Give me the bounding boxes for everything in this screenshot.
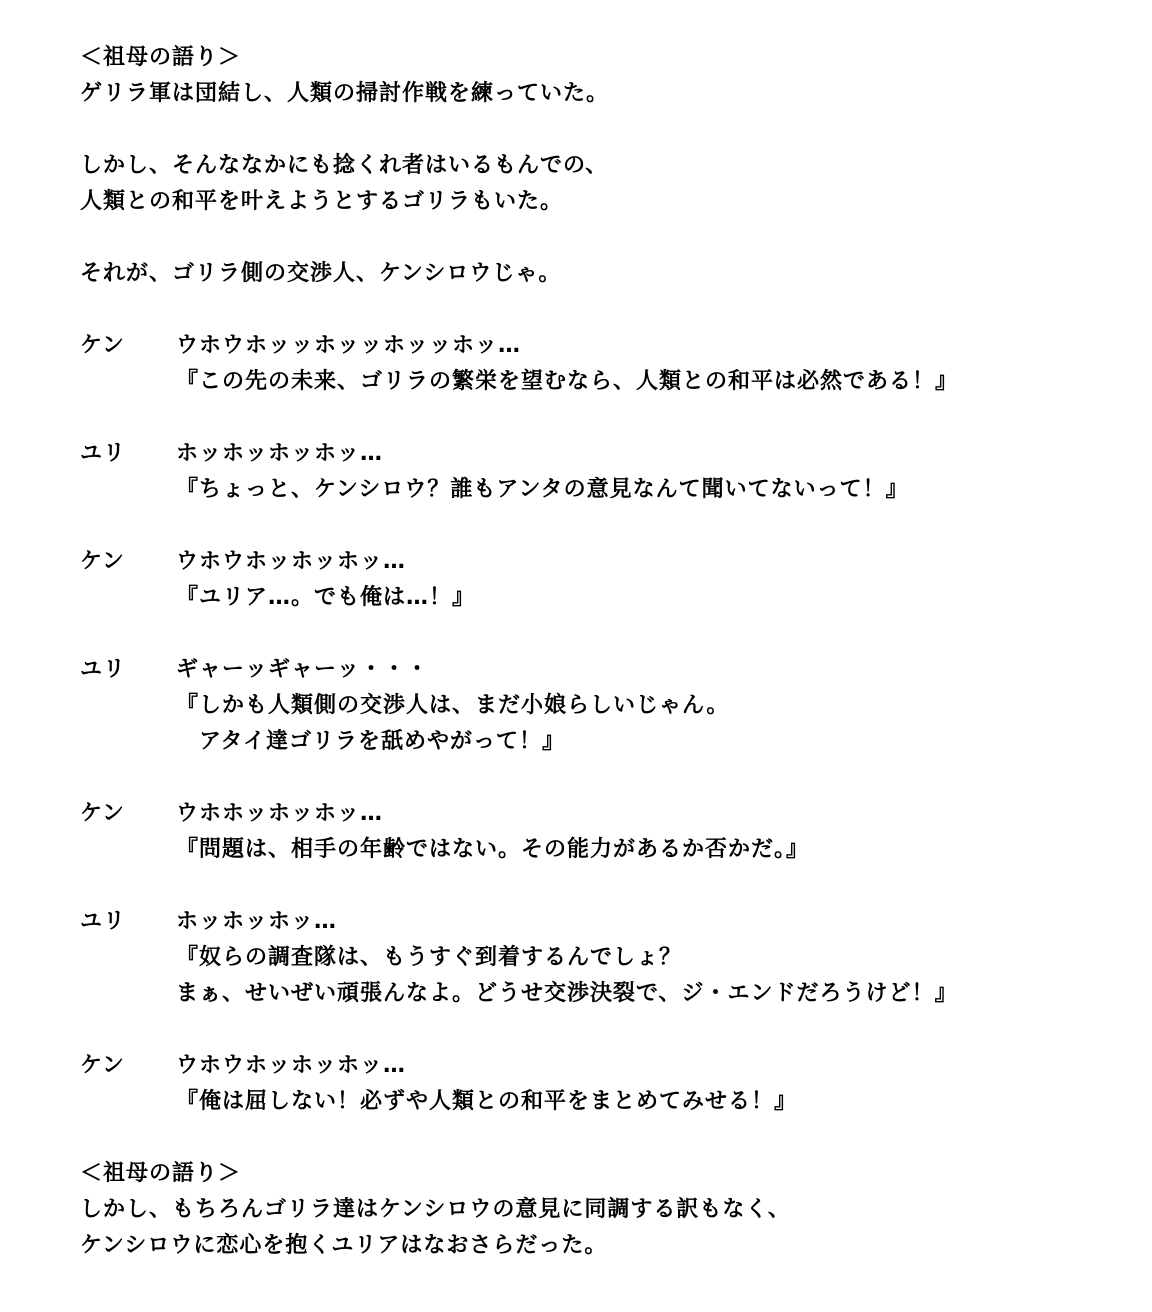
blank-line	[80, 760, 1120, 796]
speaker-name: ケン	[80, 549, 125, 574]
dialogue-line: ホッホッホッ…	[176, 909, 338, 934]
dialogue-block	[80, 652, 1120, 760]
blank-line	[80, 220, 1120, 256]
blank-line	[80, 400, 1120, 436]
dialogue-lines	[176, 436, 1120, 508]
narration-line: ケンシロウに恋心を抱くユリアはなおさらだった。	[80, 1233, 608, 1258]
dialogue-line: ウホウホッホッホッ…	[176, 1053, 407, 1078]
dialogue-block	[80, 904, 1120, 1012]
dialogue-line: アタイ達ゴリラを舐めやがって！』	[176, 729, 566, 754]
dialogue-block	[80, 328, 1120, 400]
dialogue-line: ギャーッギャーッ・・・	[176, 657, 430, 682]
dialogue-line: ウホウホッホッホッ…	[176, 549, 407, 574]
dialogue-line: ウホホッホッホッ…	[176, 801, 384, 826]
speaker-name: ケン	[80, 333, 125, 358]
blank-line	[80, 292, 1120, 328]
dialogue-line: 『ちょっと、ケンシロウ？誰もアンタの意見なんて聞いてないって！』	[176, 477, 909, 502]
dialogue-lines	[176, 1048, 1120, 1120]
dialogue-line: 『しかも人類側の交渉人は、まだ小娘らしいじゃん。	[176, 693, 730, 718]
dialogue-lines	[176, 796, 1120, 868]
dialogue-line: 『ユリア…。でも俺は…！』	[176, 585, 476, 610]
blank-line	[80, 616, 1120, 652]
speaker-name: ケン	[80, 801, 125, 826]
dialogue-block	[80, 796, 1120, 868]
narration-line: それが、ゴリラ側の交渉人、ケンシロウじゃ。	[80, 261, 562, 286]
narration-line: しかし、そんななかにも捻くれ者はいるもんでの、	[80, 153, 609, 178]
narration-heading: ＜祖母の語り＞	[80, 1161, 242, 1186]
dialogue-lines	[176, 544, 1120, 616]
dialogue-lines	[176, 328, 1120, 400]
dialogue-block	[80, 1048, 1120, 1120]
dialogue-block	[80, 544, 1120, 616]
blank-line	[80, 868, 1120, 904]
speaker-name: ケン	[80, 1053, 125, 1078]
blank-line	[80, 112, 1120, 148]
dialogue-line: ホッホッホッホッ…	[176, 441, 384, 466]
narration-heading: ＜祖母の語り＞	[80, 45, 242, 70]
script-document	[80, 40, 1120, 1264]
dialogue-block	[80, 436, 1120, 508]
blank-line	[80, 1120, 1120, 1156]
dialogue-line: 『奴らの調査隊は、もうすぐ到着するんでしょ？	[176, 945, 683, 970]
dialogue-lines	[176, 652, 1120, 760]
dialogue-line: まぁ、せいぜい頑張んなよ。どうせ交渉決裂で、ジ・エンドだろうけど！』	[176, 981, 958, 1006]
dialogue-line: 『この先の未来、ゴリラの繁栄を望むなら、人類との和平は必然である！』	[176, 369, 959, 394]
dialogue-line: ウホウホッッホッッホッッホッ…	[176, 333, 522, 358]
speaker-name: ユリ	[80, 909, 127, 934]
narration-line: しかし、もちろんゴリラ達はケンシロウの意見に同調する訳もなく、	[80, 1197, 791, 1222]
speaker-name: ユリ	[80, 441, 127, 466]
blank-line	[80, 508, 1120, 544]
blank-line	[80, 1012, 1120, 1048]
speaker-name: ユリ	[80, 657, 127, 682]
narration-line: ゲリラ軍は団結し、人類の掃討作戦を練っていた。	[80, 81, 610, 106]
dialogue-line: 『問題は、相手の年齢ではない。その能力があるか否かだ。』	[176, 837, 810, 862]
dialogue-lines	[176, 904, 1120, 1012]
dialogue-line: 『俺は屈しない！必ずや人類との和平をまとめてみせる！』	[176, 1089, 798, 1114]
narration-line: 人類との和平を叶えようとするゴリラもいた。	[80, 189, 564, 214]
